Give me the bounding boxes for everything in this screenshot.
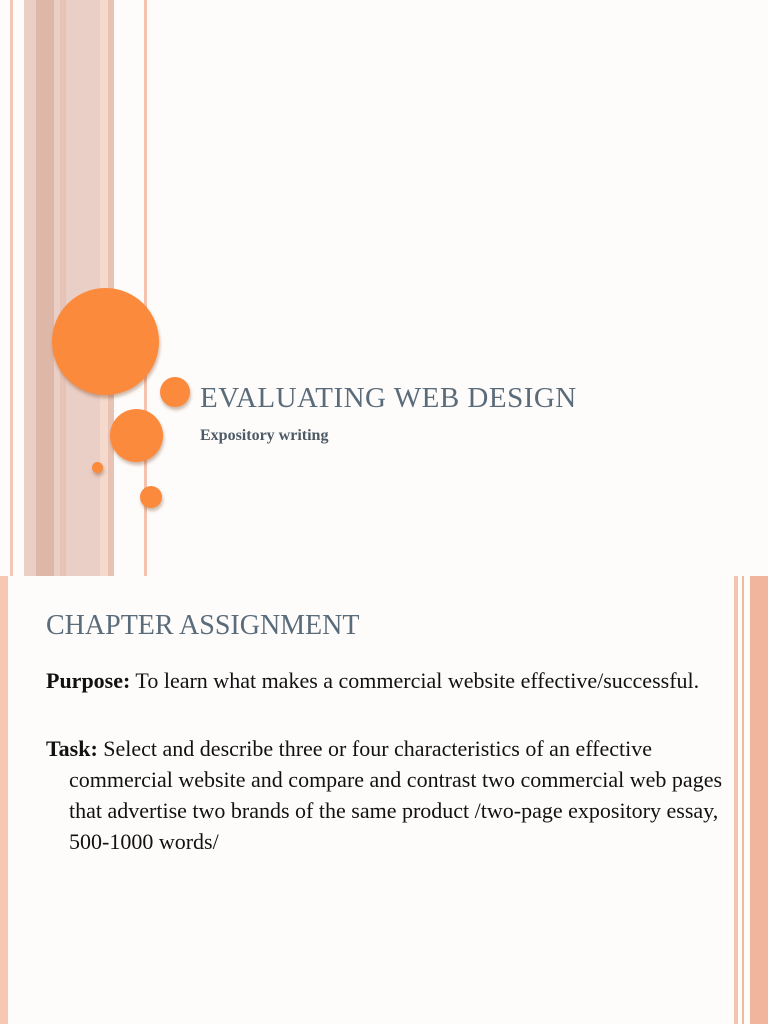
slide-subtitle: Expository writing xyxy=(200,427,329,444)
decorative-circle-small xyxy=(160,377,190,407)
decorative-stripe xyxy=(10,0,13,576)
task-text: Select and describe three or four characteristics of an effective commercial website and compare and contrast two commercial web pages that advertise two brands of the same product /two-page expository essay, 500-1000 words/ xyxy=(69,736,723,854)
slide-title: EVALUATING WEB DESIGN xyxy=(200,382,577,414)
purpose-paragraph xyxy=(46,665,739,696)
decorative-stripe xyxy=(36,0,54,576)
decorative-stripe xyxy=(0,576,8,1024)
purpose-label: Purpose: xyxy=(46,668,131,693)
decorative-circle-tiny xyxy=(92,462,103,473)
task-label: Task: xyxy=(46,736,98,761)
decorative-circle-large xyxy=(52,288,159,395)
purpose-text: To learn what makes a commercial website effective/successful. xyxy=(130,668,700,693)
decorative-stripe xyxy=(742,576,744,1024)
task-paragraph xyxy=(46,733,739,857)
decorative-circle-small xyxy=(140,486,162,508)
assignment-slide xyxy=(0,576,768,1024)
slide-title: CHAPTER ASSIGNMENT xyxy=(46,610,360,641)
decorative-stripe xyxy=(750,576,768,1024)
decorative-circle-medium xyxy=(110,409,163,462)
decorative-stripe xyxy=(60,0,66,576)
